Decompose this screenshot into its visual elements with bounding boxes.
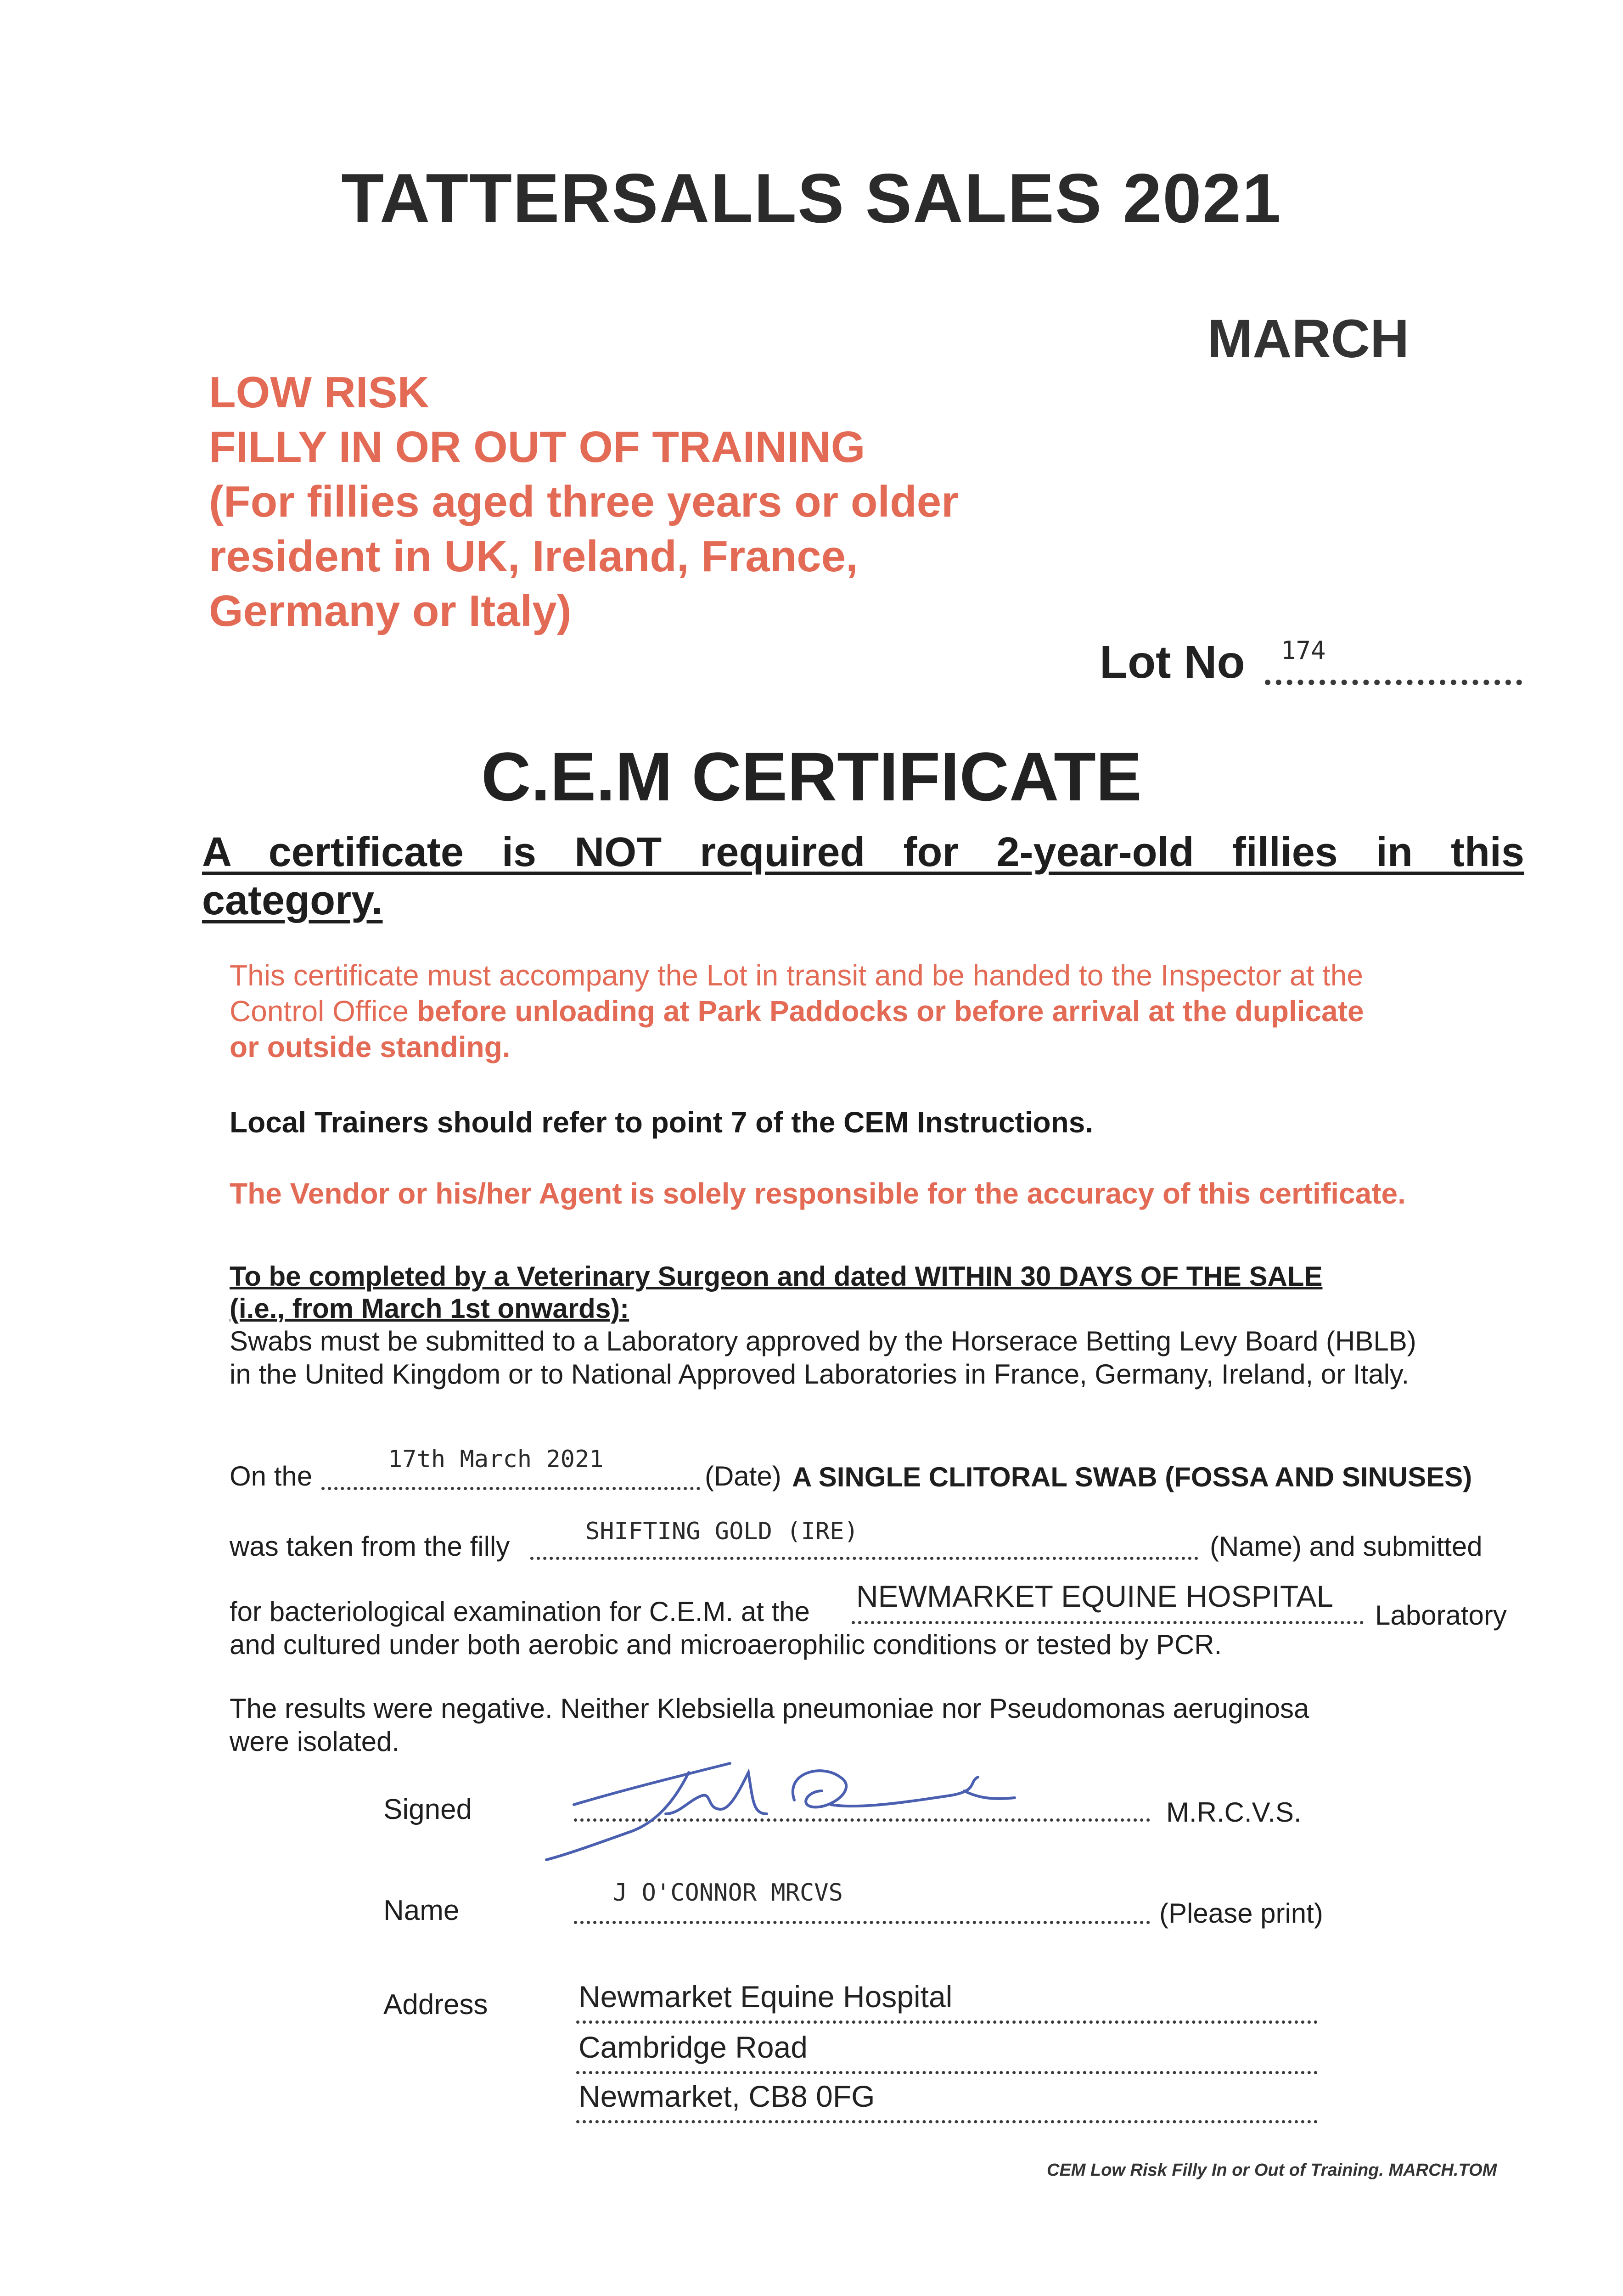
address-label: Address (383, 1989, 488, 2020)
filly-name-field-line (530, 1557, 1198, 1560)
results-line: The results were negative. Neither Klebsiella pneumoniae nor Pseudomonas aeruginosa (230, 1693, 1309, 1724)
results-line: were isolated. (230, 1726, 400, 1757)
not-required-notice: A certificate is NOT required for 2-year-old fillies in this (202, 829, 1524, 875)
swab-type: A SINGLE CLITORAL SWAB (FOSSA AND SINUSES) (792, 1462, 1472, 1492)
category-line: FILLY IN OR OUT OF TRAINING (209, 422, 865, 472)
date-label: (Date) (705, 1461, 781, 1491)
vet-heading-line: (i.e., from March 1st onwards): (230, 1293, 629, 1324)
address-field-line (576, 2020, 1318, 2024)
on-the-label: On the (230, 1461, 313, 1491)
category-line: resident in UK, Ireland, France, (209, 532, 858, 581)
laboratory-suffix-label: Laboratory (1375, 1600, 1507, 1631)
laboratory-name-value: NEWMARKET EQUINE HOSPITAL (856, 1579, 1334, 1613)
transit-notice-emphasis: before unloading at Park Paddocks or before arrival at the duplicate (416, 995, 1364, 1028)
category-line: LOW RISK (209, 368, 429, 417)
taken-from-label: was taken from the filly (230, 1531, 510, 1562)
swab-submission-text (230, 1325, 1416, 1391)
filly-name-value: SHIFTING GOLD (IRE) (585, 1518, 859, 1545)
mrcvs-label: M.R.C.V.S. (1166, 1797, 1302, 1828)
transit-notice-text: Control Office (230, 995, 417, 1028)
lot-number-field-line (1265, 680, 1522, 685)
signature-scribble (537, 1745, 1033, 1878)
address-line: Cambridge Road (578, 2030, 808, 2064)
transit-notice-line: This certificate must accompany the Lot in transit and be handed to the Inspector at the (230, 959, 1363, 992)
transit-notice (230, 957, 1364, 1065)
page-title: TATTERSALLS SALES 2021 (341, 159, 1282, 237)
name-value: J O'CONNOR MRCVS (613, 1879, 843, 1907)
exam-prefix-label: for bacteriological examination for C.E.M. at the (230, 1596, 810, 1627)
name-field-line (574, 1921, 1150, 1924)
not-required-notice-cont: category. (202, 878, 383, 923)
vet-heading-line: To be completed by a Veterinary Surgeon and dated WITHIN 30 DAYS OF THE SALE (230, 1261, 1323, 1292)
footer-reference: CEM Low Risk Filly In or Out of Training. MARCH.TOM (1047, 2161, 1497, 2180)
culture-text: and cultured under both aerobic and microaerophilic conditions or tested by PCR. (230, 1629, 1222, 1660)
address-field-line (576, 2120, 1318, 2123)
address-line: Newmarket Equine Hospital (578, 1980, 953, 2014)
please-print-label: (Please print) (1159, 1898, 1323, 1929)
name-label: Name (383, 1895, 460, 1926)
address-field-line (576, 2071, 1318, 2074)
laboratory-field-line (852, 1621, 1364, 1624)
address-line: Newmarket, CB8 0FG (578, 2079, 875, 2113)
sale-month: MARCH (1207, 309, 1410, 369)
certificate-title: C.E.M CERTIFICATE (481, 738, 1142, 815)
category-block (209, 365, 959, 638)
transit-notice-emphasis-cont: or outside standing. (230, 1030, 511, 1064)
swab-text-line: in the United Kingdom or to National Approved Laboratories in France, Germany, Ireland, or Italy. (230, 1359, 1410, 1390)
lot-number-label: Lot No (1100, 636, 1245, 688)
date-field-line (321, 1487, 700, 1490)
vet-instructions-heading (230, 1261, 1322, 1325)
swab-text-line: Swabs must be submitted to a Laboratory approved by the Horserace Betting Levy Board (HBLB) (230, 1326, 1416, 1356)
lot-number-value: 174 (1281, 636, 1326, 665)
category-line: Germany or Italy) (209, 586, 572, 636)
category-line: (For fillies aged three years or older (209, 477, 959, 526)
vendor-responsibility-note: The Vendor or his/her Agent is solely responsible for the accuracy of this certificate. (230, 1177, 1406, 1210)
name-submitted-label: (Name) and submitted (1210, 1531, 1483, 1562)
signed-label: Signed (383, 1794, 472, 1825)
date-field-value: 17th March 2021 (388, 1446, 604, 1473)
local-trainers-note: Local Trainers should refer to point 7 of the CEM Instructions. (230, 1106, 1094, 1139)
